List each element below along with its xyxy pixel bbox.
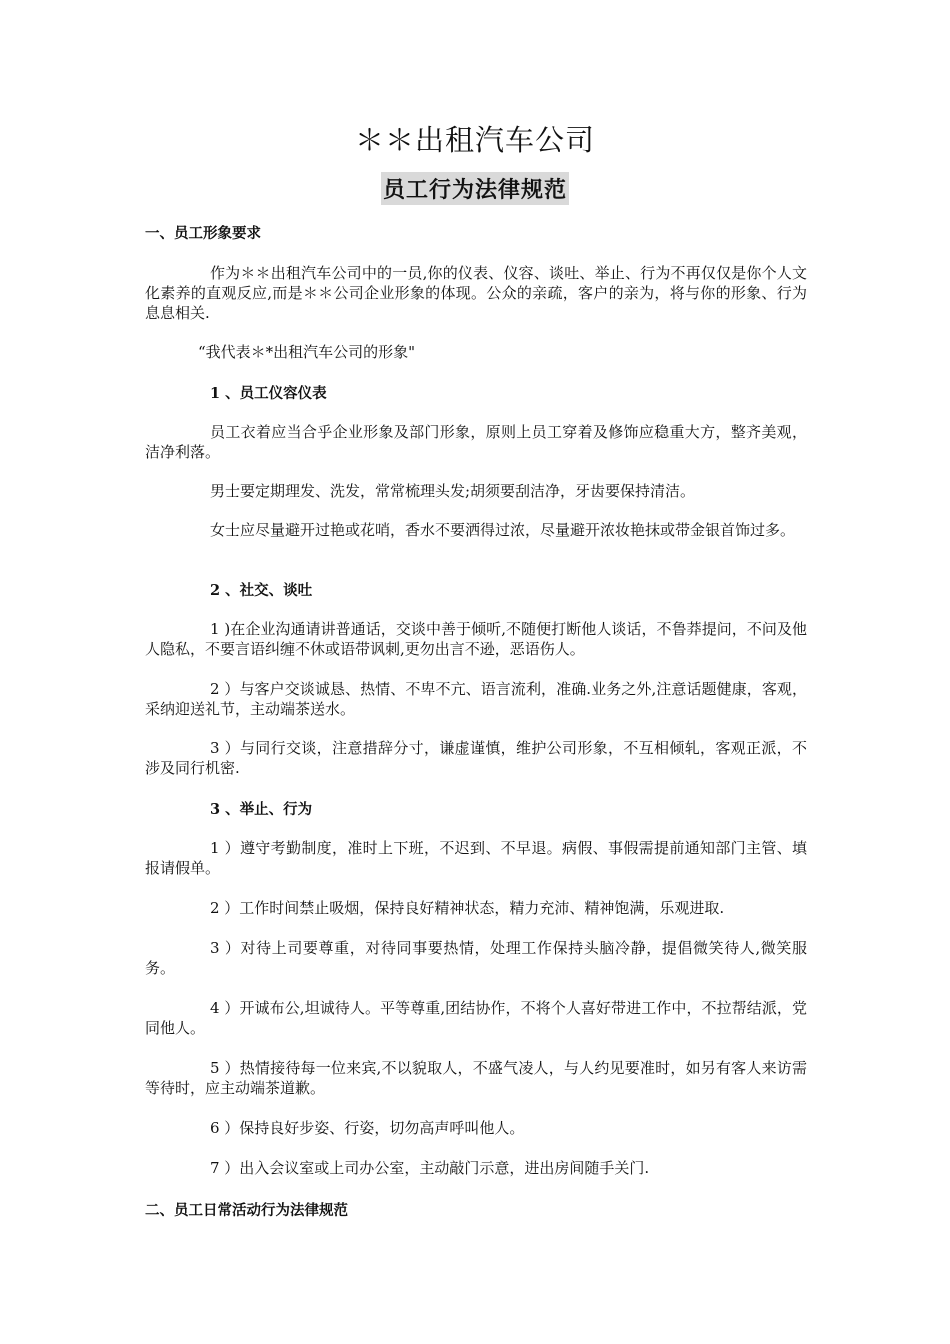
section-heading-2: 二、员工日常活动行为法律规范 xyxy=(145,1202,348,1219)
document-title: ＊＊出租汽车公司 xyxy=(354,123,595,157)
subsection-heading-behavior: 3 、举止、行为 xyxy=(210,801,313,818)
paragraph: 5 ）热情接待每一位来宾,不以貌取人，不盛气凌人，与人约见要准时，如另有客人来访需等待时，应主动端茶道歉。 xyxy=(145,1059,807,1097)
paragraph: 2 ）工作时间禁止吸烟，保持良好精神状态，精力充沛、精神饱满，乐观进取. xyxy=(210,899,725,917)
paragraph: 男士要定期理发、洗发，常常梳理头发;胡须要刮洁净，牙齿要保持清洁。 xyxy=(210,482,696,500)
paragraph: 3 ）与同行交谈，注意措辞分寸，谦虚谨慎，维护公司形象，不互相倾轧，客观正派，不涉及同行机密. xyxy=(145,739,807,777)
paragraph: 员工衣着应当合乎企业形象及部门形象，原则上员工穿着及修饰应稳重大方，整齐美观，洁净利落。 xyxy=(145,423,807,461)
document-subtitle-wrap xyxy=(0,172,950,205)
section-heading-1: 一、员工形象要求 xyxy=(145,225,261,242)
paragraph: 1 ）遵守考勤制度，准时上下班，不迟到、不早退。病假、事假需提前通知部门主管、填报请假单。 xyxy=(145,839,807,877)
intro-paragraph: 作为＊＊出租汽车公司中的一员,你的仪表、仪容、谈吐、举止、行为不再仅仅是你个人文化素养的直观反应,而是＊＊公司企业形象的体现。公众的亲疏，客户的亲为，将与你的形象、行为息息相关. xyxy=(145,264,807,322)
paragraph: 2 ）与客户交谈诚恳、热情、不卑不亢、语言流利，准确.业务之外,注意话题健康，客观，采纳迎送礼节，主动端茶送水。 xyxy=(145,680,807,718)
motto-quote: “我代表＊*出租汽车公司的形象" xyxy=(198,343,416,361)
document-subtitle: 员工行为法律规范 xyxy=(381,172,569,205)
paragraph: 6 ）保持良好步姿、行姿，切勿高声呼叫他人。 xyxy=(210,1119,525,1137)
subsection-heading-social: 2 、社交、谈吐 xyxy=(210,582,313,599)
subsection-heading-appearance: 1 、员工仪容仪表 xyxy=(210,385,327,402)
paragraph: 女士应尽量避开过艳或花哨，香水不要洒得过浓，尽量避开浓妆艳抹或带金银首饰过多。 xyxy=(210,521,796,539)
paragraph: 7 ）出入会议室或上司办公室，主动敲门示意，进出房间随手关门. xyxy=(210,1159,650,1177)
paragraph: 4 ）开诚布公,坦诚待人。平等尊重,团结协作，不将个人喜好带进工作中，不拉帮结派，党同他人。 xyxy=(145,999,807,1037)
paragraph: 1 )在企业沟通请讲普通话，交谈中善于倾听,不随便打断他人谈话，不鲁莽提问，不问及他人隐私，不要言语纠缠不休或语带讽刺,更勿出言不逊，恶语伤人。 xyxy=(145,620,807,658)
paragraph: 3 ）对待上司要尊重，对待同事要热情，处理工作保持头脑冷静，提倡微笑待人,微笑服务。 xyxy=(145,939,807,977)
